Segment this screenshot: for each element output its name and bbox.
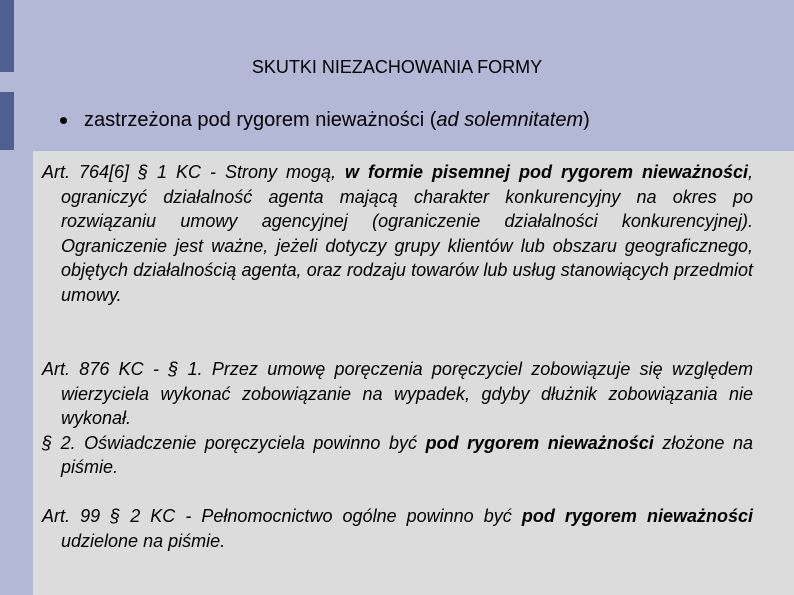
article-764-paragraph: Art. 764[6] § 1 KC - Strony mogą, w formie pisemnej pod rygorem nieważności, ograniczyć działalność agenta mającą charakter konkurencyjny na okres po rozwiązaniu umowy agencyjnej (ograniczenie działalności konkurencyjnej). Ograniczenie jest ważne, jeżeli dotyczy grupy klientów lub obszaru geograficznego, objętych działalnością agenta, oraz rodzaju towarów lub usług stanowiących przedmiot umowy. <box>42 162 753 305</box>
article-876-paragraph: Art. 876 KC - § 1. Przez umowę poręczenia poręczyciel zobowiązuje się względem wierzyciela wykonać zobowiązanie na wypadek, gdyby dłużnik zobowiązania nie wykonał. § 2. Oświadczenie poręczyciela powinno być pod rygorem nieważności złożone na piśmie. <box>42 359 753 477</box>
slide-title: SKUTKI NIEZACHOWANIA FORMY <box>251 57 543 77</box>
bullet-text: zastrzeżona pod rygorem nieważności (ad solemnitatem) <box>84 109 590 131</box>
article-99-paragraph: Art. 99 § 2 KC - Pełnomocnictwo ogólne powinno być pod rygorem nieważności udzielone na piśmie. <box>42 506 754 551</box>
bullet-item <box>60 109 590 132</box>
decorative-accent-bar <box>0 92 14 150</box>
bullet-dot-icon <box>60 117 67 124</box>
